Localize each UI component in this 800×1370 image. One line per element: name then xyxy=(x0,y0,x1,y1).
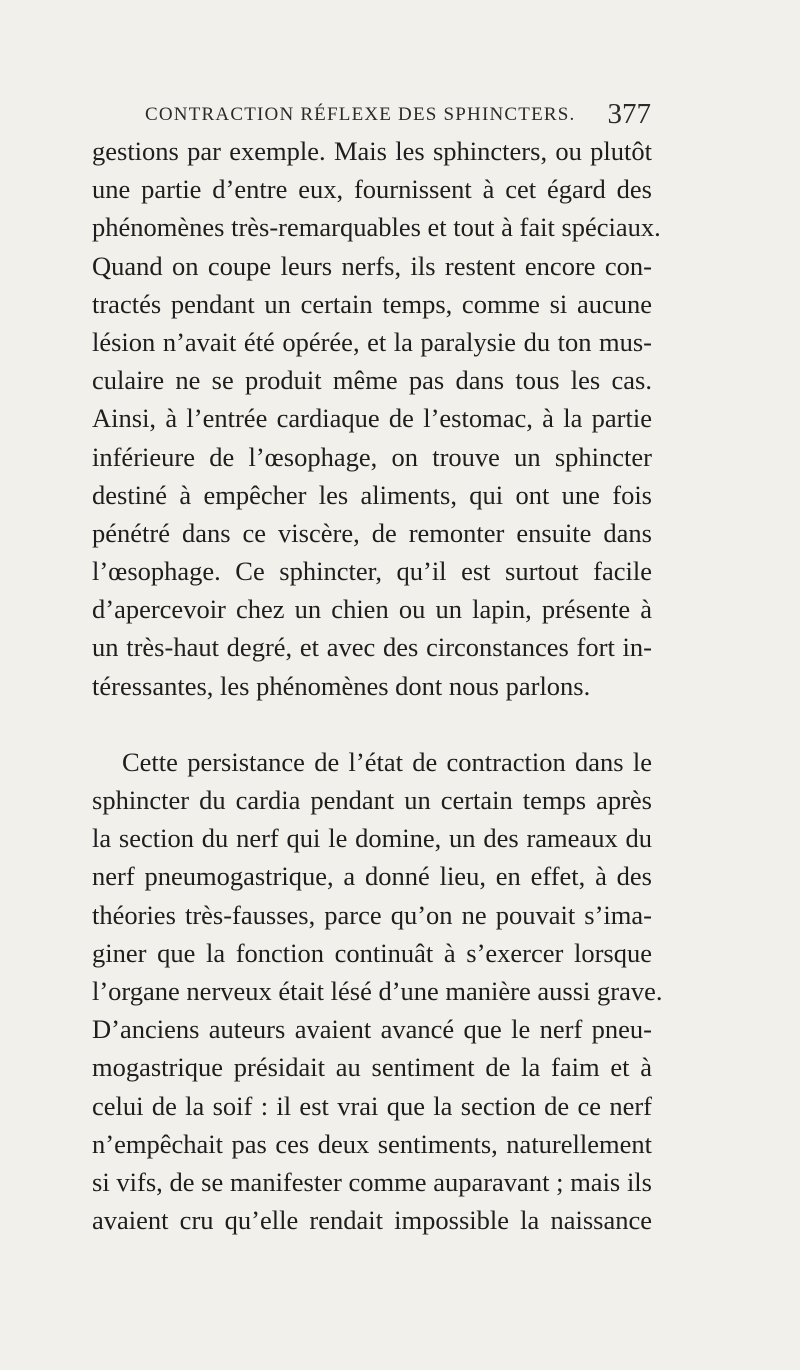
text-line: mogastrique présidait au sentiment de la faim et à xyxy=(92,1052,652,1083)
page-header xyxy=(145,98,651,130)
text-line: Ainsi, à l’entrée cardiaque de l’estomac, à la partie xyxy=(92,403,652,434)
text-line: une partie d’entre eux, fournissent à cet égard des xyxy=(92,174,652,205)
text-line: lésion n’avait été opérée, et la paralysie du ton mus- xyxy=(92,326,652,357)
text-line: culaire ne se produit même pas dans tous les cas. xyxy=(92,365,652,396)
text-line: l’organe nerveux était lésé d’une manière aussi grave. xyxy=(92,975,663,1006)
text-line: inférieure de l’œsophage, on trouve un sphincter xyxy=(92,441,652,472)
text-line: sphincter du cardia pendant un certain temps après xyxy=(92,785,652,815)
paragraph-2 xyxy=(92,743,663,1239)
text-line: gestions par exemple. Mais les sphincters, ou plutôt xyxy=(92,136,652,166)
body-text xyxy=(92,132,663,1239)
text-line: un très-haut degré, et avec des circonstances fort in- xyxy=(92,632,652,663)
text-line: n’empêchait pas ces deux sentiments, naturellement xyxy=(92,1128,652,1159)
text-line: d’apercevoir chez un chien ou un lapin, présente à xyxy=(92,594,652,625)
text-line: téressantes, les phénomènes dont nous parlons. xyxy=(92,670,591,701)
paragraph-1 xyxy=(92,132,661,705)
running-title: CONTRACTION RÉFLEXE DES SPHINCTERS. xyxy=(145,104,576,125)
text-line: l’œsophage. Ce sphincter, qu’il est surtout facile xyxy=(92,556,652,587)
paragraph-spacer xyxy=(92,705,652,743)
text-line: pénétré dans ce viscère, de remonter ensuite dans xyxy=(92,517,652,548)
text-line: giner que la fonction continuât à s’exercer lorsque xyxy=(92,937,652,968)
text-line: tractés pendant un certain temps, comme si aucune xyxy=(92,288,652,319)
text-line: Cette persistance de l’état de contraction dans le xyxy=(122,746,652,777)
text-line: destiné à empêcher les aliments, qui ont une fois xyxy=(92,479,652,510)
text-line: Quand on coupe leurs nerfs, ils restent encore con- xyxy=(92,250,652,281)
text-line: théories très-fausses, parce qu’on ne pouvait s’ima- xyxy=(92,899,652,930)
text-line: nerf pneumogastrique, a donné lieu, en effet, à des xyxy=(92,861,652,892)
text-line: D’anciens auteurs avaient avancé que le nerf pneu- xyxy=(92,1014,652,1045)
text-line: celui de la soif : il est vrai que la section de ce nerf xyxy=(92,1090,652,1121)
text-line: avaient cru qu’elle rendait impossible la naissance xyxy=(92,1205,652,1236)
text-line: phénomènes très-remarquables et tout à fait spéciaux. xyxy=(92,212,661,243)
page-number: 377 xyxy=(607,98,651,130)
text-line: la section du nerf qui le domine, un des rameaux du xyxy=(92,823,652,854)
text-line: si vifs, de se manifester comme auparavant ; mais ils xyxy=(92,1166,652,1197)
